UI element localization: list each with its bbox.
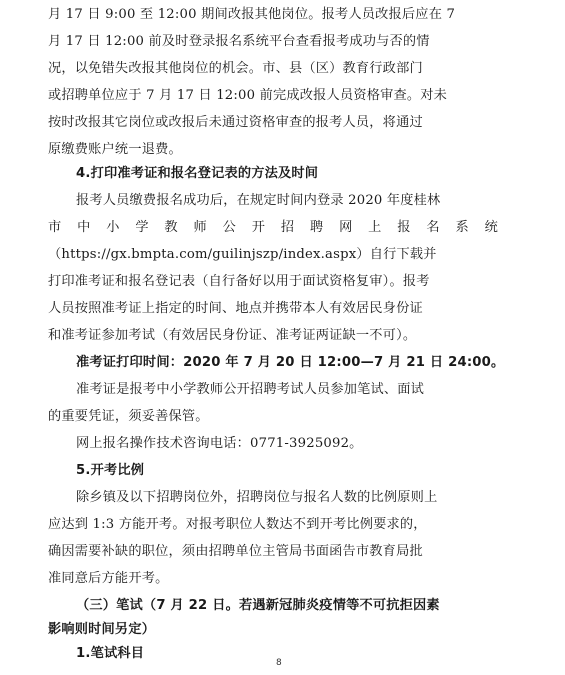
paragraph-line: 的重要凭证，须妥善保管。: [48, 409, 209, 424]
paragraph-line: 准考证是报考中小学教师公开招聘考试人员参加笔试、面试: [76, 382, 425, 397]
paragraph-line: 或招聘单位应于 7 月 17 日 12:00 前完成改报人员资格审查。对未: [48, 88, 448, 103]
paragraph-line: 除乡镇及以下招聘岗位外，招聘岗位与报名人数的比例原则上: [76, 490, 438, 505]
paragraph-line: 月 17 日 9:00 至 12:00 期间改报其他岗位。报考人员改报后应在 7: [48, 7, 456, 22]
section-heading: 4.打印准考证和报名登记表的方法及时间: [76, 166, 319, 181]
paragraph-line: 确因需要补缺的职位，须由招聘单位主管局书面函告市教育局批: [48, 544, 423, 559]
paragraph-line: 按时改报其它岗位或改报后未通过资格审查的报考人员，将通过: [48, 115, 423, 130]
paragraph-line: 月 17 日 12:00 前及时登录报名系统平台查看报考成功与否的情: [48, 34, 430, 49]
hotline: 网上报名操作技术咨询电话：0771-3925092。: [76, 436, 363, 451]
paragraph-line: 和准考证参加考试（有效居民身份证、准考证两证缺一不可）。: [48, 328, 417, 343]
sub-heading: 1.笔试科目: [76, 646, 145, 661]
paragraph-line: 市中小学教师公开招聘网上报名系统: [48, 220, 498, 235]
paragraph-line: 打印准考证和报名登记表（自行备好以用于面试资格复审）。报考: [48, 274, 430, 289]
paragraph-line: 准同意后方能开考。: [48, 571, 169, 586]
paragraph-line: 报考人员缴费报名成功后，在规定时间内登录 2020 年度桂林: [76, 193, 441, 208]
paragraph-line: 应达到 1:3 方能开考。对报考职位人数达不到开考比例要求的，: [48, 517, 427, 532]
section-heading: 5.开考比例: [76, 463, 145, 478]
section-heading: （三）笔试（7 月 22 日。若遇新冠肺炎疫情等不可抗拒因素: [76, 598, 440, 613]
paragraph-line: 人员按照准考证上指定的时间、地点并携带本人有效居民身份证: [48, 301, 423, 316]
paragraph-line: 原缴费账户统一退费。: [48, 142, 182, 157]
url-line: （https://gx.bmpta.com/guilinjszp/index.aspx）自行下载并: [48, 247, 437, 262]
section-heading: 影响则时间另定）: [48, 622, 156, 637]
paragraph-line: 况，以免错失改报其他岗位的机会。市、县（区）教育行政部门: [48, 61, 423, 76]
print-time: 准考证打印时间：2020 年 7 月 20 日 12:00—7 月 21 日 24:00。: [76, 355, 505, 370]
page-number: 8: [276, 658, 282, 668]
